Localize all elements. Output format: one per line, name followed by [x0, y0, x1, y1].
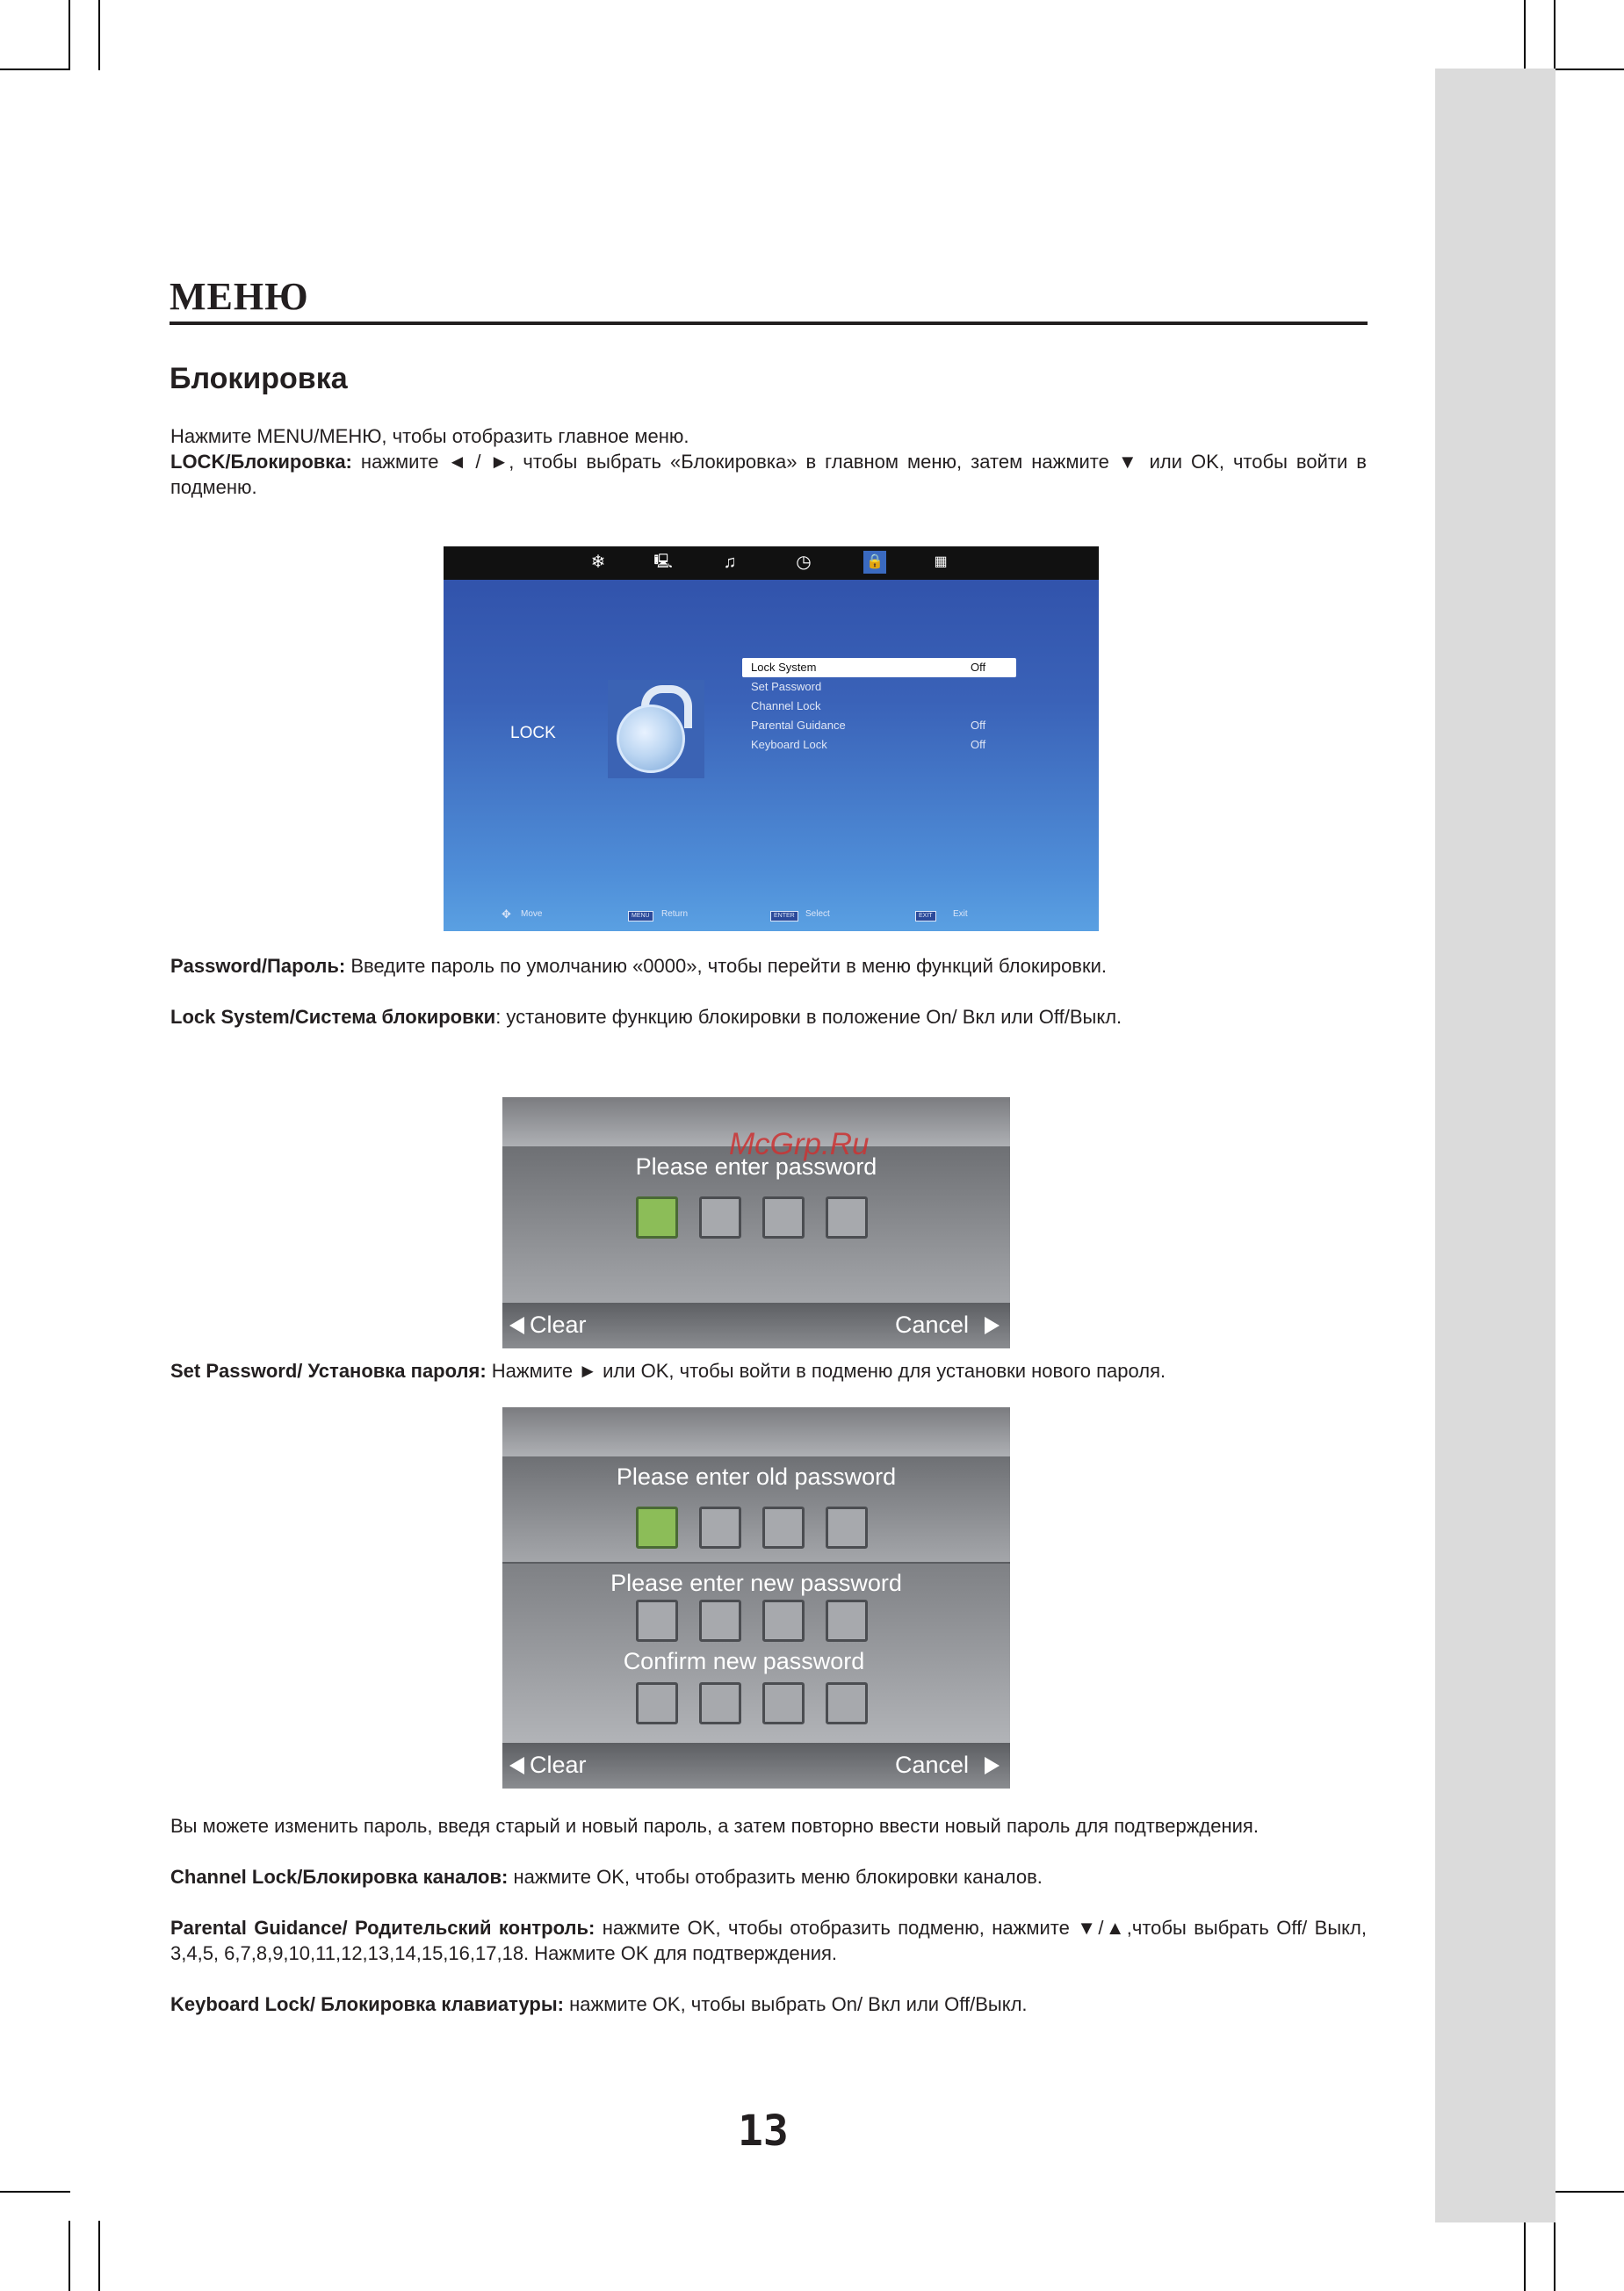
right-arrow-icon — [985, 1757, 1000, 1774]
intro-label: LOCK/Блокировка: — [170, 451, 352, 473]
section-heading: Блокировка — [170, 362, 348, 395]
crop-mark — [69, 2221, 70, 2291]
padlock-icon — [608, 680, 704, 778]
page-edge-tab — [1435, 69, 1555, 2222]
crop-mark — [1524, 0, 1526, 70]
menu-item-lock-system[interactable] — [742, 658, 1016, 677]
left-arrow-icon — [509, 1757, 524, 1774]
clock-icon[interactable]: ◷ — [796, 553, 812, 572]
enter-key-badge: ENTER — [770, 911, 798, 921]
password-prompt: Please enter password — [635, 1153, 877, 1180]
dialog-footer — [502, 1303, 1010, 1348]
crop-mark — [69, 0, 70, 70]
clear-label: Clear — [530, 1752, 587, 1778]
confirm-password-prompt: Confirm new password — [623, 1648, 865, 1674]
cancel-label: Cancel — [894, 1312, 969, 1338]
crop-mark — [98, 0, 100, 70]
change-password-paragraph: Вы можете изменить пароль, введя старый и новый пароль, а затем повторно ввести новый пароль для подтверждения. — [170, 1815, 1259, 1837]
confirm-password-digit-box[interactable] — [826, 1682, 868, 1724]
change-password-dialog — [502, 1407, 1010, 1789]
confirm-password-digit-box[interactable] — [636, 1682, 678, 1724]
menu-item-label: Channel Lock — [751, 699, 821, 712]
channel-lock-text: нажмите OK, чтобы отобразить меню блокировки каналов. — [508, 1866, 1043, 1888]
password-digit-box[interactable] — [826, 1196, 868, 1239]
keyboard-lock-label: Keyboard Lock/ Блокировка клавиатуры: — [170, 1993, 564, 2015]
dialog-header — [502, 1407, 1010, 1456]
menu-item-label: Set Password — [751, 680, 822, 693]
parental-guidance-label: Parental Guidance/ Родительский контроль: — [170, 1917, 595, 1939]
password-digit-box[interactable] — [762, 1196, 805, 1239]
padlock-dial — [617, 705, 685, 773]
crop-mark — [1554, 0, 1555, 70]
menu-item-value: Off — [971, 661, 986, 674]
keyboard-lock-text: нажмите OK, чтобы выбрать On/ Вкл или Off/Выкл. — [563, 1993, 1028, 2015]
crop-mark — [0, 2191, 70, 2193]
lock-system-label: Lock System/Система блокировки — [170, 1006, 496, 1028]
new-password-digit-box[interactable] — [826, 1600, 868, 1642]
channel-lock-label: Channel Lock/Блокировка каналов: — [170, 1866, 509, 1888]
old-password-digit-box[interactable] — [699, 1507, 741, 1549]
footer-exit: Exit — [953, 909, 968, 919]
cancel-label: Cancel — [894, 1752, 969, 1778]
menu-footer — [444, 898, 1099, 931]
right-arrow-icon — [985, 1317, 1000, 1334]
display-icon[interactable]: 🖳 — [653, 554, 673, 569]
password-digit-box[interactable] — [636, 1196, 678, 1239]
old-password-digit-box[interactable] — [636, 1507, 678, 1549]
confirm-password-digit-box[interactable] — [762, 1682, 805, 1724]
move-arrows-icon: ✥ — [502, 907, 511, 921]
password-text: Введите пароль по умолчанию «0000», чтобы перейти в меню функций блокировки. — [345, 955, 1108, 977]
apps-icon[interactable]: ▦ — [934, 554, 948, 569]
crop-mark — [1554, 2191, 1624, 2193]
crop-mark — [1524, 2221, 1526, 2291]
clear-label: Clear — [530, 1312, 587, 1338]
crop-mark — [1554, 69, 1624, 70]
new-password-prompt: Please enter new password — [610, 1570, 902, 1596]
confirm-password-digit-box[interactable] — [699, 1682, 741, 1724]
menu-item-keyboard-lock[interactable] — [742, 735, 1016, 755]
menu-item-value: Off — [971, 738, 986, 751]
music-icon[interactable]: ♫ — [723, 553, 737, 572]
lock-icon[interactable]: 🔒 — [863, 551, 886, 574]
password-label: Password/Пароль: — [170, 955, 346, 977]
new-password-digit-box[interactable] — [699, 1600, 741, 1642]
channel-lock-paragraph — [170, 1864, 1367, 1890]
intro-line: Нажмите MENU/МЕНЮ, чтобы отобразить главное меню. — [170, 425, 689, 447]
exit-key-badge: EXIT — [915, 911, 936, 921]
crop-mark — [98, 2221, 100, 2291]
menu-item-parental-guidance[interactable] — [742, 716, 1016, 735]
menu-key-badge: MENU — [628, 911, 653, 921]
crop-mark — [0, 69, 70, 70]
parental-guidance-text: нажмите OK, чтобы отобразить подменю, нажмите ▼/▲,чтобы выбрать Off/ Выкл, 3,4,5, 6,7,8,9,10,11,12,13,14,15,16,17,18. Нажмите OK для подтверждения. — [170, 1917, 1367, 1964]
old-password-digit-box[interactable] — [826, 1507, 868, 1549]
footer-return: Return — [661, 909, 689, 919]
dialog-footer — [502, 1743, 1010, 1789]
keyboard-lock-paragraph — [170, 1991, 1367, 2017]
tv-lock-menu — [444, 546, 1099, 931]
left-arrow-icon — [509, 1317, 524, 1334]
cancel-button[interactable] — [895, 1752, 1000, 1779]
password-paragraph — [170, 953, 1367, 979]
intro-text: нажмите ◄ / ►, чтобы выбрать «Блокировка» в главном меню, затем нажмите ▼ или OK, чтобы войти в подменю. — [170, 451, 1367, 498]
parental-guidance-paragraph — [170, 1915, 1367, 1966]
new-password-digit-box[interactable] — [636, 1600, 678, 1642]
password-digit-box[interactable] — [699, 1196, 741, 1239]
title-rule — [170, 322, 1368, 325]
menu-item-set-password[interactable] — [742, 677, 1016, 697]
menu-item-label: Parental Guidance — [751, 719, 846, 732]
cancel-button[interactable] — [895, 1312, 1000, 1339]
clear-button[interactable] — [509, 1752, 587, 1779]
page-title: МЕНЮ — [170, 275, 309, 318]
picture-icon[interactable]: ❄ — [590, 553, 606, 572]
menu-item-value: Off — [971, 719, 986, 732]
set-password-text: Нажмите ► или OK, чтобы войти в подменю для установки нового пароля. — [486, 1360, 1166, 1382]
crop-mark — [1554, 2221, 1555, 2291]
menu-icon-bar — [444, 546, 1099, 580]
menu-item-label: Keyboard Lock — [751, 738, 827, 751]
lock-system-text: : установите функцию блокировки в положение On/ Вкл или Off/Выкл. — [495, 1006, 1122, 1028]
new-password-digit-box[interactable] — [762, 1600, 805, 1642]
intro-paragraph — [170, 423, 1367, 500]
footer-select: Select — [805, 909, 830, 919]
clear-button[interactable] — [509, 1312, 587, 1339]
menu-item-label: Lock System — [751, 661, 817, 674]
page-number: 13 — [738, 2107, 789, 2156]
set-password-paragraph — [170, 1358, 1367, 1384]
old-password-digit-box[interactable] — [762, 1507, 805, 1549]
menu-item-channel-lock[interactable] — [742, 697, 1016, 716]
watermark: McGrp.Ru — [729, 1127, 870, 1161]
set-password-label: Set Password/ Установка пароля: — [170, 1360, 487, 1382]
menu-section-label: LOCK — [510, 724, 556, 742]
footer-move: Move — [521, 909, 543, 919]
old-password-prompt: Please enter old password — [616, 1463, 897, 1490]
lock-system-paragraph — [170, 1004, 1367, 1030]
